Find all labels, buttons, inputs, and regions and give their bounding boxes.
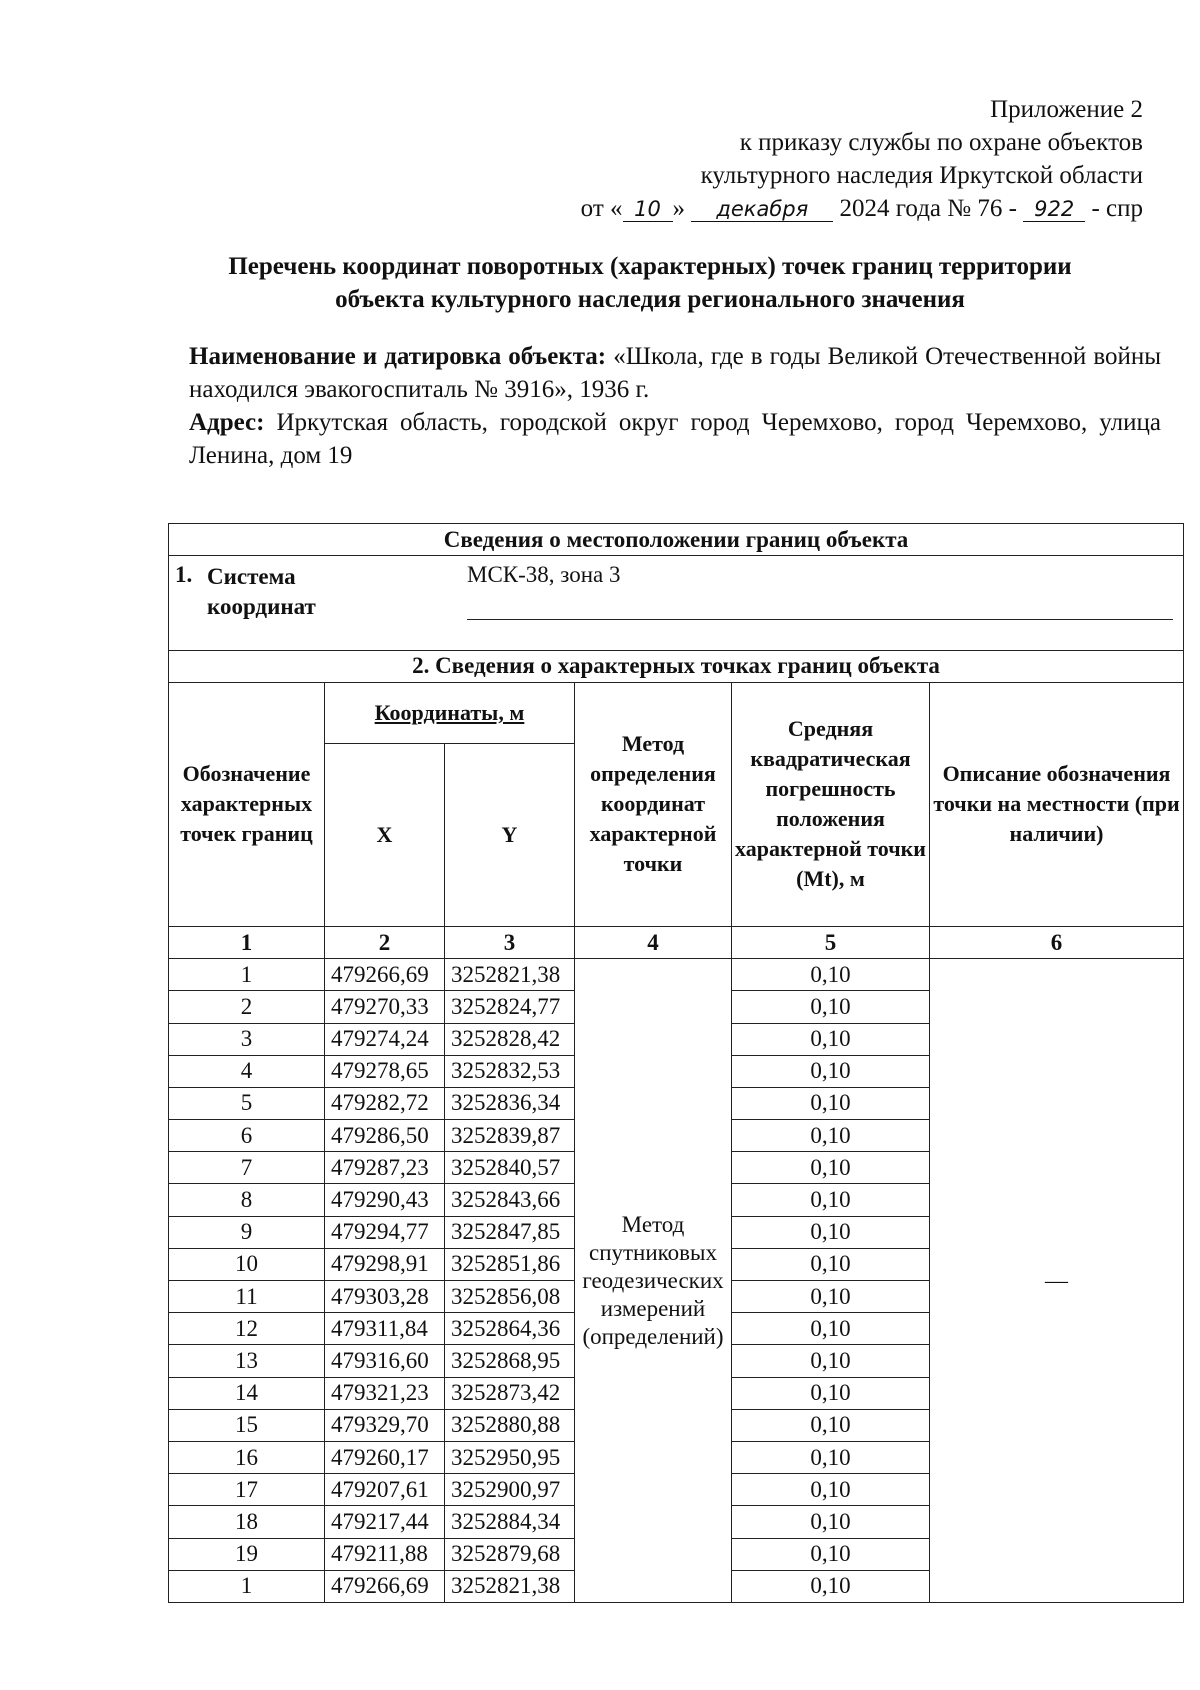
object-address-paragraph bbox=[189, 406, 1161, 472]
method-value: Метод спутниковых геодезических измерений (определений) bbox=[575, 959, 732, 1603]
description-header: Описание обозначения точки на местности (при наличии) bbox=[930, 682, 1184, 926]
title-line-2: объекта культурного наследия регионального значения bbox=[335, 286, 965, 313]
x-coordinate: 479211,88 bbox=[325, 1538, 445, 1570]
accuracy-value: 0,10 bbox=[732, 1216, 930, 1248]
x-coordinate: 479266,69 bbox=[325, 1570, 445, 1602]
x-coordinate: 479286,50 bbox=[325, 1120, 445, 1152]
y-coordinate: 3252824,77 bbox=[445, 991, 575, 1023]
accuracy-value: 0,10 bbox=[732, 1120, 930, 1152]
coordinates-header: Координаты, м bbox=[325, 682, 575, 743]
year-and-number-prefix: 2024 года № 76 - bbox=[839, 195, 1017, 222]
accuracy-value: 0,10 bbox=[732, 1474, 930, 1506]
point-label: 1 bbox=[169, 959, 325, 991]
y-coordinate: 3252843,66 bbox=[445, 1184, 575, 1216]
accuracy-value: 0,10 bbox=[732, 1055, 930, 1087]
y-coordinate: 3252840,57 bbox=[445, 1152, 575, 1184]
location-section-title: Сведения о местоположении границ объекта bbox=[169, 524, 1184, 556]
handwritten-month: декабря bbox=[691, 197, 833, 222]
x-coordinate: 479287,23 bbox=[325, 1152, 445, 1184]
coordinate-system-label: Система координат bbox=[207, 564, 316, 620]
object-name-label: Наименование и датировка объекта: bbox=[189, 343, 607, 370]
address-label: Адрес: bbox=[189, 409, 265, 436]
point-label: 11 bbox=[169, 1281, 325, 1313]
y-header: Y bbox=[445, 744, 575, 927]
accuracy-value: 0,10 bbox=[732, 1281, 930, 1313]
boundary-table bbox=[168, 523, 1184, 1603]
point-label: 13 bbox=[169, 1345, 325, 1377]
x-coordinate: 479207,61 bbox=[325, 1474, 445, 1506]
method-header: Метод определения координат характерной точки bbox=[575, 682, 732, 926]
title-line-1: Перечень координат поворотных (характерных) точек границ территории bbox=[228, 253, 1072, 280]
x-coordinate: 479321,23 bbox=[325, 1377, 445, 1409]
y-coordinate: 3252868,95 bbox=[445, 1345, 575, 1377]
authority-line: культурного наследия Иркутской области bbox=[700, 162, 1143, 189]
accuracy-value: 0,10 bbox=[732, 1570, 930, 1602]
point-label: 2 bbox=[169, 991, 325, 1023]
point-label: 10 bbox=[169, 1248, 325, 1280]
address-value: Иркутская область, городской округ город Черемхово, город Черемхово, улица Ленина, дом 19 bbox=[189, 409, 1161, 469]
order-date-line bbox=[581, 192, 1143, 225]
handwritten-order-number: 922 bbox=[1023, 197, 1085, 222]
description-value: — bbox=[930, 959, 1184, 1603]
accuracy-value: 0,10 bbox=[732, 1377, 930, 1409]
x-coordinate: 479303,28 bbox=[325, 1281, 445, 1313]
table-row bbox=[169, 959, 1184, 991]
accuracy-value: 0,10 bbox=[732, 1441, 930, 1473]
point-label: 5 bbox=[169, 1087, 325, 1119]
x-coordinate: 479316,60 bbox=[325, 1345, 445, 1377]
point-label: 14 bbox=[169, 1377, 325, 1409]
object-info bbox=[189, 340, 1161, 472]
point-label: 19 bbox=[169, 1538, 325, 1570]
order-reference-line: к приказу службы по охране объектов bbox=[739, 129, 1143, 156]
point-label: 6 bbox=[169, 1120, 325, 1152]
y-coordinate: 3252864,36 bbox=[445, 1313, 575, 1345]
x-coordinate: 479260,17 bbox=[325, 1441, 445, 1473]
order-suffix: - спр bbox=[1091, 195, 1143, 222]
y-coordinate: 3252839,87 bbox=[445, 1120, 575, 1152]
accuracy-value: 0,10 bbox=[732, 1248, 930, 1280]
x-coordinate: 479290,43 bbox=[325, 1184, 445, 1216]
date-prefix: от « bbox=[580, 195, 623, 222]
points-body bbox=[169, 959, 1184, 1603]
coordinate-system-cell bbox=[169, 556, 1184, 651]
column-number-4: 4 bbox=[575, 926, 732, 958]
point-label: 16 bbox=[169, 1441, 325, 1473]
point-label: 7 bbox=[169, 1152, 325, 1184]
x-coordinate: 479266,69 bbox=[325, 959, 445, 991]
handwritten-day: 10 bbox=[623, 197, 673, 222]
y-coordinate: 3252879,68 bbox=[445, 1538, 575, 1570]
y-coordinate: 3252856,08 bbox=[445, 1281, 575, 1313]
y-coordinate: 3252832,53 bbox=[445, 1055, 575, 1087]
points-section-title: 2. Сведения о характерных точках границ объекта bbox=[169, 650, 1184, 682]
point-label: 12 bbox=[169, 1313, 325, 1345]
x-coordinate: 479282,72 bbox=[325, 1087, 445, 1119]
point-label: 1 bbox=[169, 1570, 325, 1602]
y-coordinate: 3252884,34 bbox=[445, 1506, 575, 1538]
accuracy-value: 0,10 bbox=[732, 1313, 930, 1345]
y-coordinate: 3252836,34 bbox=[445, 1087, 575, 1119]
accuracy-value: 0,10 bbox=[732, 1087, 930, 1119]
coordinate-system-value: МСК-38, зона 3 bbox=[467, 562, 621, 588]
column-number-1: 1 bbox=[169, 926, 325, 958]
column-number-5: 5 bbox=[732, 926, 930, 958]
x-coordinate: 479270,33 bbox=[325, 991, 445, 1023]
accuracy-value: 0,10 bbox=[732, 1023, 930, 1055]
x-coordinate: 479274,24 bbox=[325, 1023, 445, 1055]
object-name-paragraph bbox=[189, 340, 1161, 406]
x-coordinate: 479294,77 bbox=[325, 1216, 445, 1248]
y-coordinate: 3252880,88 bbox=[445, 1409, 575, 1441]
point-label: 18 bbox=[169, 1506, 325, 1538]
x-coordinate: 479298,91 bbox=[325, 1248, 445, 1280]
point-label: 3 bbox=[169, 1023, 325, 1055]
accuracy-value: 0,10 bbox=[732, 1152, 930, 1184]
accuracy-value: 0,10 bbox=[732, 1409, 930, 1441]
column-number-2: 2 bbox=[325, 926, 445, 958]
y-coordinate: 3252851,86 bbox=[445, 1248, 575, 1280]
y-coordinate: 3252873,42 bbox=[445, 1377, 575, 1409]
coordinate-system-number: 1. bbox=[175, 562, 193, 588]
y-coordinate: 3252821,38 bbox=[445, 959, 575, 991]
point-label: 8 bbox=[169, 1184, 325, 1216]
column-number-3: 3 bbox=[445, 926, 575, 958]
y-coordinate: 3252950,95 bbox=[445, 1441, 575, 1473]
x-coordinate: 479278,65 bbox=[325, 1055, 445, 1087]
accuracy-value: 0,10 bbox=[732, 1184, 930, 1216]
x-coordinate: 479311,84 bbox=[325, 1313, 445, 1345]
object-name-value: «Школа, где в годы Великой Отечественной войны находился эвакогоспиталь № 3916», 1936 г. bbox=[189, 343, 1162, 403]
appendix-label: Приложение 2 bbox=[990, 96, 1143, 123]
date-quote-close: » bbox=[672, 195, 686, 222]
point-label: 9 bbox=[169, 1216, 325, 1248]
column-number-6: 6 bbox=[930, 926, 1184, 958]
point-designation-header: Обозначение характерных точек границ bbox=[169, 682, 325, 926]
accuracy-value: 0,10 bbox=[732, 991, 930, 1023]
accuracy-value: 0,10 bbox=[732, 1345, 930, 1377]
y-coordinate: 3252821,38 bbox=[445, 1570, 575, 1602]
point-label: 17 bbox=[169, 1474, 325, 1506]
accuracy-value: 0,10 bbox=[732, 1538, 930, 1570]
accuracy-value: 0,10 bbox=[732, 959, 930, 991]
accuracy-header: Средняя квадратическая погрешность положения характерной точки (Mt), м bbox=[732, 682, 930, 926]
y-coordinate: 3252900,97 bbox=[445, 1474, 575, 1506]
y-coordinate: 3252847,85 bbox=[445, 1216, 575, 1248]
document-header bbox=[581, 93, 1143, 225]
accuracy-value: 0,10 bbox=[732, 1506, 930, 1538]
point-label: 4 bbox=[169, 1055, 325, 1087]
coordinate-system-underline bbox=[467, 619, 1173, 620]
x-header: X bbox=[325, 744, 445, 927]
point-label: 15 bbox=[169, 1409, 325, 1441]
document-title bbox=[150, 250, 1150, 316]
x-coordinate: 479217,44 bbox=[325, 1506, 445, 1538]
y-coordinate: 3252828,42 bbox=[445, 1023, 575, 1055]
x-coordinate: 479329,70 bbox=[325, 1409, 445, 1441]
